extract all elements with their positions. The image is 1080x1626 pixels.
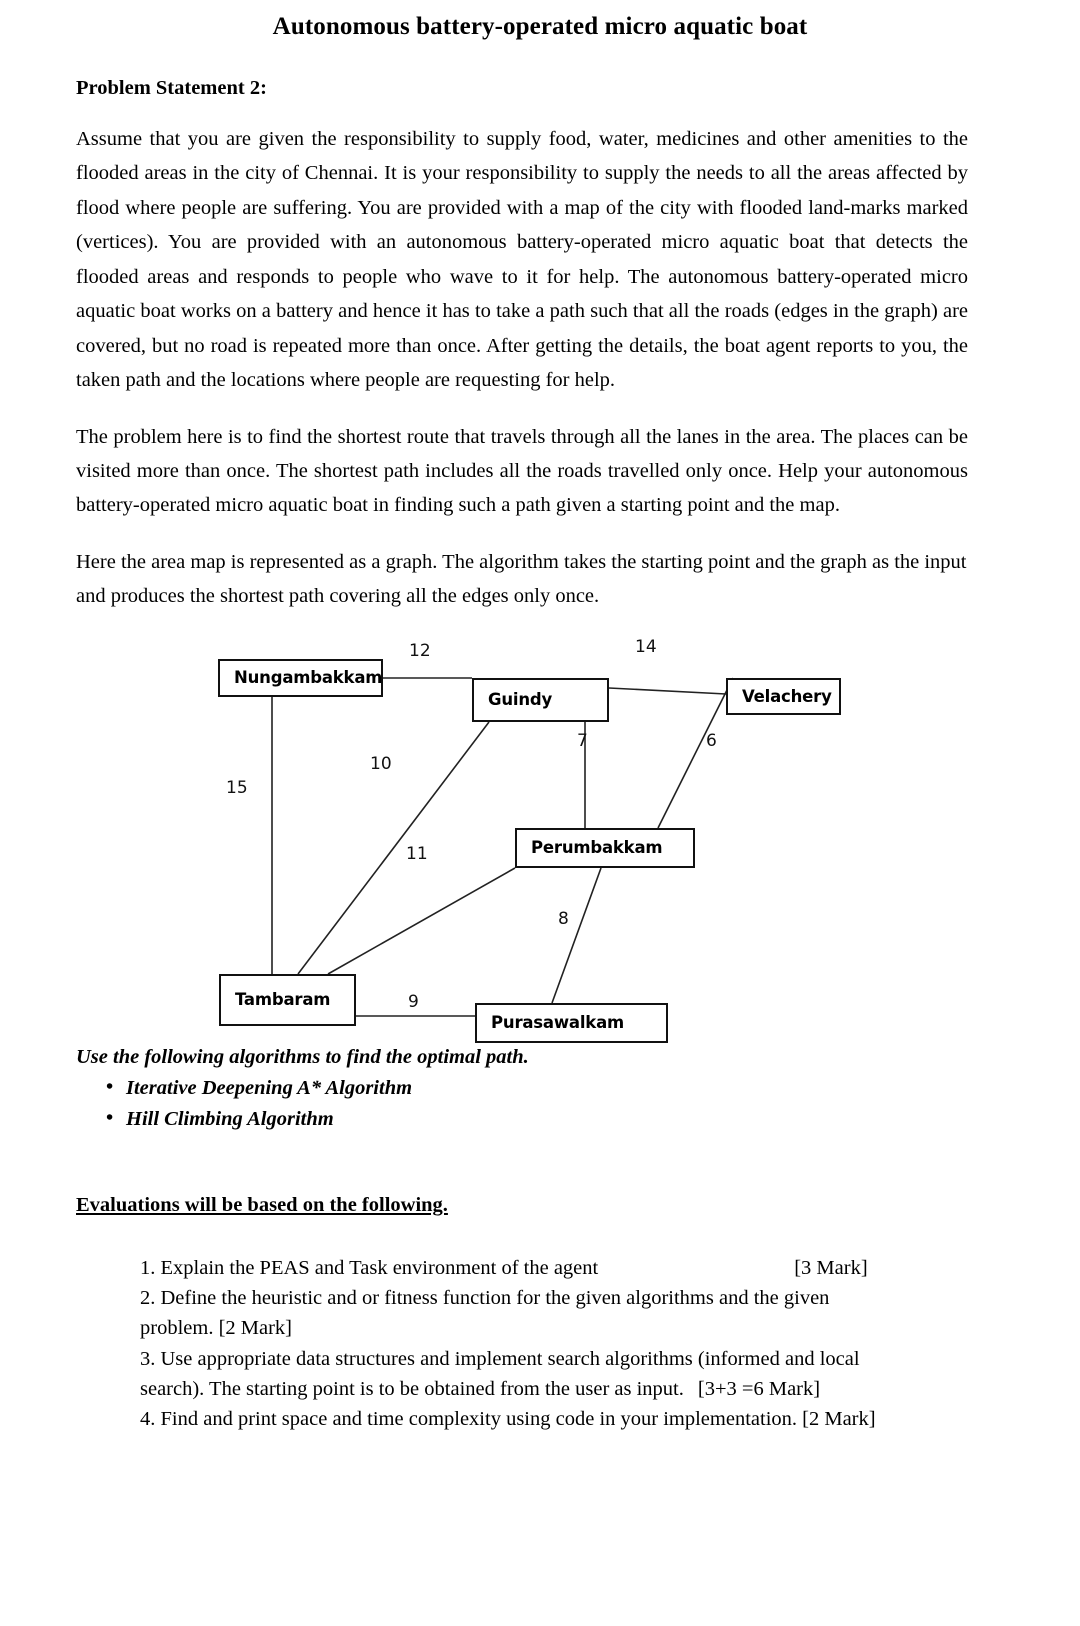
graph-edge-perumbakkam-tambaram <box>328 868 515 974</box>
algorithm-label: Iterative Deepening A* Algorithm <box>126 1076 413 1099</box>
paragraph-3: Here the area map is represented as a graph. The algorithm takes the starting point and the graph as the input and produces the shortest path covering all the edges only once. <box>76 550 967 608</box>
edge-weight-guindy-tambaram: 10 <box>370 753 392 774</box>
evaluation-list-item <box>140 1253 880 1283</box>
evaluation-text: 2. Define the heuristic and or fitness function for the given algorithms and the given problem. [2 Mark] <box>140 1287 830 1340</box>
edge-weight-nungambakkam-guindy: 12 <box>409 640 431 661</box>
evaluation-marks: [3+3 =6 Mark] <box>697 1377 821 1400</box>
evaluation-list-item <box>140 1404 880 1434</box>
evaluations-heading-wrap <box>0 1136 1080 1217</box>
edge-weight-nungambakkam-tambaram: 15 <box>226 777 248 798</box>
bullet-icon: • <box>106 1075 114 1098</box>
graph-node-label: Purasawalkam <box>491 1013 624 1033</box>
evaluations-list <box>0 1253 880 1434</box>
edge-weight-perumbakkam-tambaram: 11 <box>406 843 428 864</box>
evaluation-list-item <box>140 1344 880 1404</box>
evaluation-text: 4. Find and print space and time complexity using code in your implementation. [2 Mark] <box>140 1407 876 1430</box>
evaluation-list-item <box>140 1283 880 1343</box>
page-title: Autonomous battery-operated micro aquatic boat <box>272 13 808 40</box>
paragraph-1: Assume that you are given the responsibility to supply food, water, medicines and other amenities to the flooded areas in the city of Chennai. It is your responsibility to supply the needs to all the areas affected by flood where people are suffering. You are provided with a map of the city with flooded land-marks marked (vertices). You are provided with an autonomous battery-operated micro aquatic boat that detects the flooded areas and responds to people who wave to it for help. The autonomous battery-operated micro aquatic boat works on a battery and hence it has to take a path such that all the roads (edges in the graph) are covered, but no road is repeated more than once. After getting the details, the boat agent reports to you, the taken path and the locations where people are requesting for help. <box>76 128 968 392</box>
graph-edge-guindy-velachery <box>609 688 726 694</box>
paragraph-2: The problem here is to find the shortest route that travels through all the lanes in the area. The places can be visited more than once. The shortest path includes all the roads travelled only once. Help your autonomous battery-operated micro aquatic boat in finding such a path given a starting point and the map. <box>76 425 968 517</box>
document-page <box>0 6 1080 1626</box>
graph-node-tambaram[interactable] <box>219 974 356 1026</box>
graph-edge-perumbakkam-purasawalkam <box>552 868 601 1003</box>
algorithms-lead: Use the following algorithms to find the optimal path. <box>76 1045 529 1068</box>
graph-node-label: Velachery <box>742 686 832 706</box>
edge-weight-guindy-perumbakkam: 7 <box>577 730 588 751</box>
evaluation-text: 1. Explain the PEAS and Task environment of the agent <box>140 1257 599 1280</box>
edge-weight-guindy-velachery: 14 <box>635 636 657 657</box>
bullet-icon: • <box>106 1107 114 1130</box>
algorithms-list <box>0 1073 1080 1137</box>
graph-node-purasawalkam[interactable] <box>475 1003 668 1043</box>
section-heading: Problem Statement 2: <box>76 77 267 99</box>
graph-node-label: Nungambakkam <box>234 668 383 688</box>
graph-node-perumbakkam[interactable] <box>515 828 695 868</box>
edge-weight-tambaram-purasawalkam: 9 <box>408 991 419 1012</box>
graph-node-nungambakkam[interactable] <box>218 659 383 697</box>
graph-edge-velachery-perumbakkam <box>658 678 733 828</box>
evaluations-heading: Evaluations will be based on the following. <box>76 1194 448 1217</box>
graph-node-label: Tambaram <box>235 990 331 1010</box>
algorithm-list-item <box>106 1073 1080 1105</box>
algorithm-list-item <box>106 1104 1080 1136</box>
evaluation-marks: [3 Mark] <box>794 1257 868 1280</box>
graph-node-velachery[interactable] <box>726 678 841 715</box>
graph-node-label: Guindy <box>488 690 553 710</box>
graph-diagram <box>0 626 1080 1046</box>
evaluation-text: 3. Use appropriate data structures and implement search algorithms (informed and local search). The starting point is to be obtained from the user as input. <box>140 1347 860 1400</box>
edge-weight-perumbakkam-purasawalkam: 8 <box>558 908 569 929</box>
graph-node-label: Perumbakkam <box>531 838 663 858</box>
edge-weight-velachery-perumbakkam: 6 <box>706 730 717 751</box>
algorithm-label: Hill Climbing Algorithm <box>126 1108 334 1131</box>
graph-node-guindy[interactable] <box>472 678 609 722</box>
